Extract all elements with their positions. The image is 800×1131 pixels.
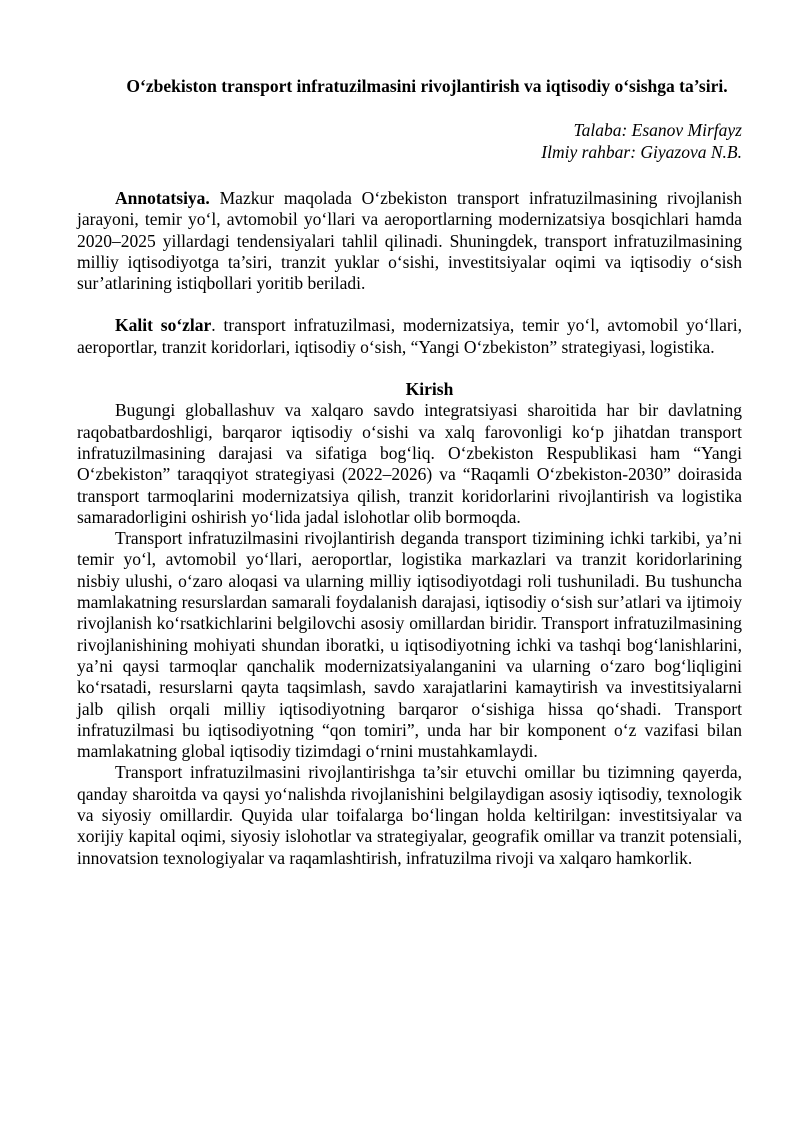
keywords-paragraph <box>77 315 742 358</box>
section-heading-intro: Kirish <box>405 379 454 400</box>
annotation-text: Mazkur maqolada O‘zbekiston transport infratuzilmasining rivojlanish jarayoni, temir yo‘l, avtomobil yo‘llari va aeroportlarning modernizatsiya bosqichlari hamda 2020–2025 yillardagi tendensiyalari tahlil qilinadi. Shuningdek, transport infratuzilmasining milliy iqtisodiyotga ta’siri, tranzit yuklar o‘sishi, investitsiyalar oqimi va iqtisodiy o‘sish sur’atlarining istiqbollari yoritib beriladi. <box>77 188 742 294</box>
intro-paragraph-2: Transport infratuzilmasini rivojlantirish deganda transport tizimining ichki tarkibi, ya’ni temir yo‘l, avtomobil yo‘llari, aeroportlar, logistika markazlari va tranzit koridorlarining nisbiy ulushi, o‘zaro aloqasi va ularning milliy iqtisodiyotdagi roli tushuniladi. Bu tushuncha mamlakatning resurslardan samarali foydalanish darajasi, iqtisodiy o‘sish sur’atlari va ijtimoiy rivojlanish ko‘rsatkichlarini belgilovchi asosiy omillardan biridir. Transport infratuzilmasining rivojlanishining mohiyati shundan iboratki, u iqtisodiyotning ichki va tashqi bog‘lanishlarini, ya’ni qaysi tarmoqlar qanchalik modernizatsiyalanganini va ularning o‘zaro bog‘liqligini ko‘rsatadi, resurslarni qayta taqsimlash, savdo xarajatlarini kamaytirish va investitsiyalarni jalb qilish orqali milliy iqtisodiyotning barqaror o‘sishiga hissa qo‘shadi. Transport infratuzilmasi bu iqtisodiyotning “qon tomiri”, unda har bir komponent o‘z vazifasi bilan mamlakatning global iqtisodiy tizimdagi o‘rnini mustahkamlaydi. <box>77 528 742 762</box>
student-name: Talaba: Esanov Mirfayz <box>573 120 742 140</box>
keywords-label: Kalit so‘zlar <box>115 315 212 336</box>
intro-paragraph-3: Transport infratuzilmasini rivojlantirishga ta’sir etuvchi omillar bu tizimning qayerda, qanday sharoitda va qaysi yo‘nalishda rivojlanishini belgilaydigan asosiy iqtisodiy, texnologik va siyosiy omillardir. Quyida ular toifalarga bo‘lingan holda keltirilgan: investitsiyalar va xorijiy kapital oqimi, siyosiy islohotlar va strategiyalar, geografik omillar va tranzit potensiali, innovatsion texnologiyalar va raqamlashtirish, infratuzilma rivoji va xalqaro hamkorlik. <box>77 762 742 868</box>
keywords-text: . transport infratuzilmasi, modernizatsiya, temir yo‘l, avtomobil yo‘llari, aeroportlar, tranzit koridorlari, iqtisodiy o‘sish, “Yangi O‘zbekiston” strategiyasi, logistika. <box>77 315 742 357</box>
annotation-paragraph <box>77 188 742 294</box>
annotation-label: Annotatsiya. <box>115 188 210 208</box>
authors-block <box>77 119 742 163</box>
document-page <box>77 75 742 869</box>
document-title: O‘zbekiston transport infratuzilmasini rivojlantirish va iqtisodiy o‘sishga ta’siri. <box>126 76 728 96</box>
supervisor-name: Ilmiy rahbar: Giyazova N.B. <box>541 142 742 162</box>
intro-paragraph-1: Bugungi globallashuv va xalqaro savdo integratsiyasi sharoitida har bir davlatning raqobatbardoshligi, barqaror iqtisodiy o‘sishi va xalq farovonligi ko‘p jihatdan transport infratuzilmasining darajasi va sifatiga bog‘liq. O‘zbekiston Respublikasi ham “Yangi O‘zbekiston” taraqqiyot strategiyasi (2022–2026) va “Raqamli O‘zbekiston-2030” doirasida transport tarmoqlarini modernizatsiya qilish, tranzit koridorlarini rivojlantirish va logistika samaradorligini oshirish yo‘lida jadal islohotlar olib bormoqda. <box>77 400 742 527</box>
